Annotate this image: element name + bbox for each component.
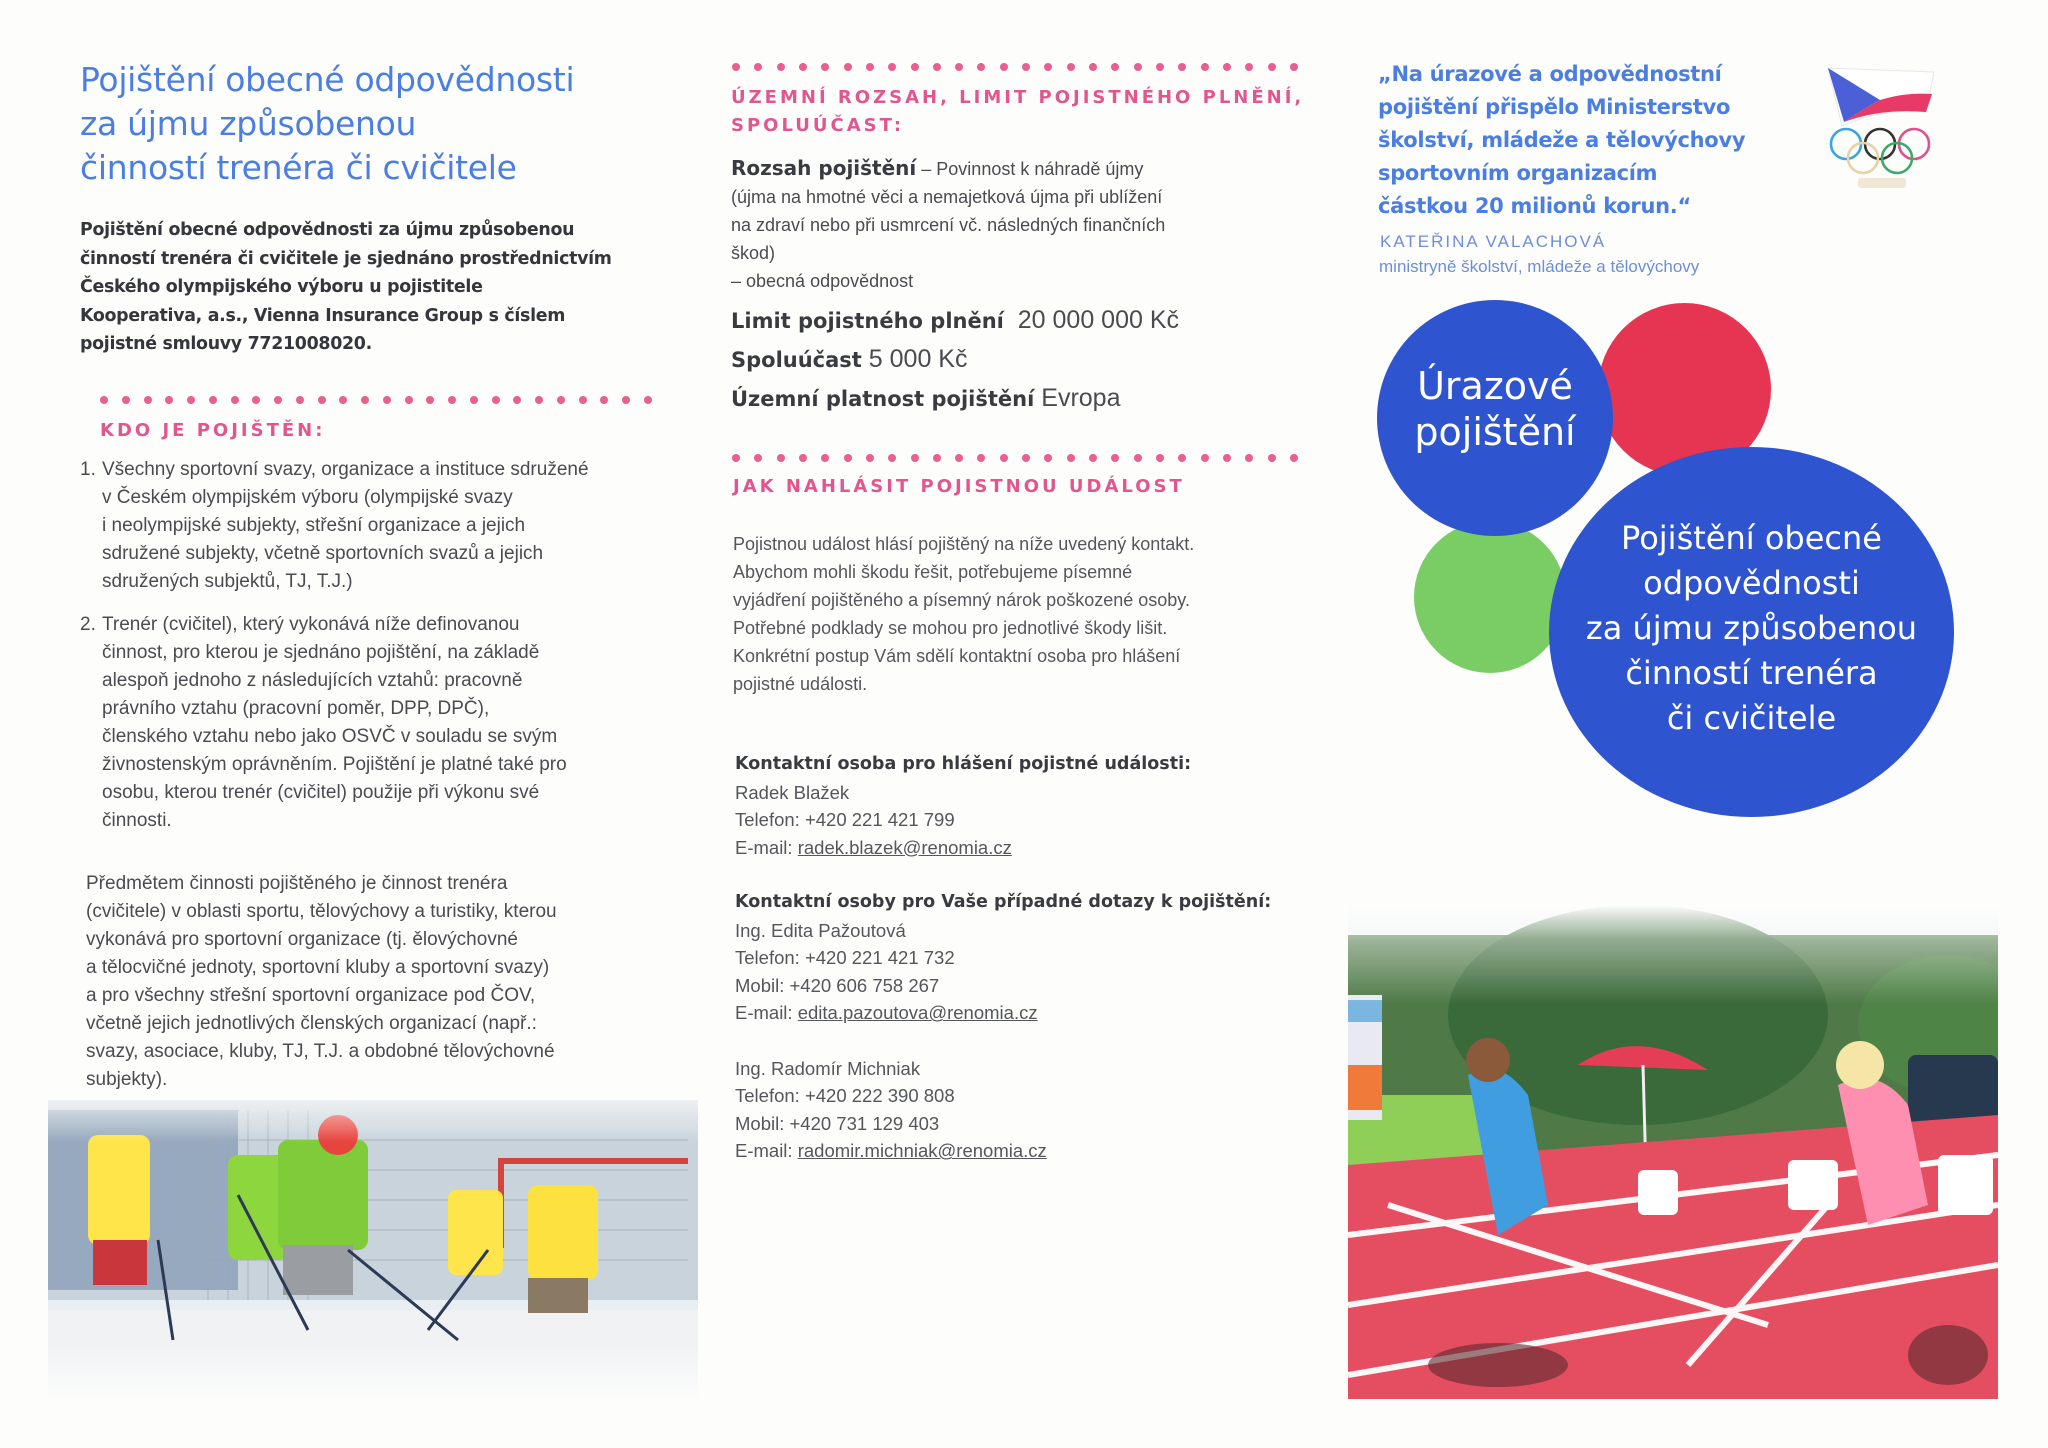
hockey-photo	[48, 1100, 698, 1400]
divider-dot	[470, 396, 478, 404]
list-line: právního vztahu (pracovní poměr, DPP, DPČ),	[102, 698, 490, 719]
circle-line: Pojištění obecné	[1621, 518, 1882, 557]
divider-dot	[1245, 454, 1253, 462]
email-link[interactable]: radomir.michniak@renomia.cz	[797, 1140, 1047, 1162]
contact-name: Ing. Radomír Michniak	[735, 1057, 921, 1079]
territory-value: Evropa	[1041, 384, 1121, 412]
contacts-block	[735, 751, 1315, 1165]
divider-dot	[799, 454, 807, 462]
divider-dot	[1022, 454, 1030, 462]
intro-line: činností trenéra či cvičitele je sjednáno prostřednictvím	[80, 248, 612, 269]
divider-dot	[977, 63, 985, 71]
divider-dot	[866, 63, 874, 71]
circle-text	[1414, 363, 1575, 455]
list-number: 1.	[80, 459, 96, 480]
title-line: Pojištění obecné odpovědnosti	[80, 60, 575, 99]
divider-dot	[933, 454, 941, 462]
report-line: Potřebné podklady se mohou pro jednotlivé škody lišit.	[733, 618, 1168, 638]
mobile-value: +420 606 758 267	[789, 974, 940, 996]
scope-line: na zdraví nebo při usmrcení vč. následných finančních	[731, 215, 1166, 235]
circle-line: pojištění	[1414, 410, 1576, 454]
list-line: v Českém olympijském výboru (olympijské svazy	[102, 487, 513, 508]
claims-contact-phone	[735, 806, 1315, 834]
intro-line: Pojištění obecné odpovědnosti za újmu způsobenou	[80, 220, 575, 240]
divider-dot	[732, 63, 740, 71]
divider-dot	[274, 396, 282, 404]
limit-label: Limit pojistného plnění	[731, 309, 1004, 333]
circle-line: za újmu způsobenou	[1585, 608, 1918, 647]
quote-author-role: ministryně školství, mládeže a tělovýchovy	[1379, 257, 1700, 276]
dotted-divider	[100, 396, 652, 404]
divider-dot	[1290, 454, 1298, 462]
divider-dot	[1201, 454, 1209, 462]
divider-dot	[1156, 63, 1164, 71]
divider-dot	[821, 63, 829, 71]
list-line: Trenér (cvičitel), který vykonává níže definovanou	[102, 614, 520, 635]
divider-dot	[1268, 454, 1276, 462]
scope-line: – obecná odpovědnost	[731, 271, 914, 291]
list-number: 2.	[80, 614, 96, 635]
divider-dot	[622, 396, 630, 404]
divider-dot	[1134, 454, 1142, 462]
divider-dot	[821, 454, 829, 462]
divider-dot	[557, 396, 565, 404]
divider-dot	[209, 396, 217, 404]
report-line: Pojistnou událost hlásí pojištěný na níže uvedený kontakt.	[733, 534, 1195, 554]
divider-dot	[1089, 63, 1097, 71]
intro-line: pojistné smlouvy 7721008020.	[80, 334, 372, 354]
list-line: i neolympijské subjekty, střešní organizace a jejich	[102, 515, 526, 536]
email-link[interactable]: edita.pazoutova@renomia.cz	[797, 1002, 1038, 1024]
report-line: pojistné události.	[733, 674, 868, 694]
divider-dot	[911, 63, 919, 71]
list-line: činnost, pro kterou je sjednáno pojištění, na základě	[102, 642, 540, 663]
phone-label: Telefon:	[735, 809, 805, 831]
main-title	[80, 58, 700, 190]
list-line: členského vztahu nebo jako OSVČ v souladu se svým	[102, 726, 558, 747]
contact-email	[735, 999, 1315, 1027]
divider-dot	[644, 396, 652, 404]
divider-dot	[600, 396, 608, 404]
report-paragraph	[733, 530, 1313, 698]
divider-dot	[1000, 63, 1008, 71]
title-line: činností trenéra či cvičitele	[80, 148, 517, 187]
divider-dot	[231, 396, 239, 404]
who-heading: KDO JE POJIŠTĚN:	[100, 420, 326, 441]
claims-contact-email	[735, 834, 1315, 862]
dotted-divider	[732, 454, 1298, 462]
intro-line: Českého olympijského výboru u pojistitele	[80, 277, 483, 297]
title-line: za újmu způsobenou	[80, 104, 417, 143]
divider-dot	[1044, 454, 1052, 462]
email-label: E-mail:	[735, 1140, 798, 1162]
divider-dot	[535, 396, 543, 404]
divider-dot	[100, 396, 108, 404]
contact-phone	[735, 944, 1315, 972]
quote-line: částkou 20 milionů korun.“	[1378, 194, 1691, 218]
contact-phone	[735, 1082, 1315, 1110]
subject-line: a tělocvičné jednoty, sportovní kluby a sportovní svazy)	[86, 957, 550, 978]
divider-dot	[339, 396, 347, 404]
divider-dot	[165, 396, 173, 404]
divider-dot	[955, 63, 963, 71]
mobile-value: +420 731 129 403	[789, 1112, 940, 1134]
circle-line: odpovědnosti	[1643, 563, 1860, 602]
circle-text	[1586, 516, 1917, 741]
heading-line: ÚZEMNÍ ROZSAH, LIMIT POJISTNÉHO PLNĚNÍ,	[731, 87, 1305, 108]
liability-insurance-circle	[1549, 447, 1954, 817]
divider-dot	[1134, 63, 1142, 71]
subject-line: (cvičitele) v oblasti sportu, tělovýchovy a turistiky, kterou	[86, 901, 557, 922]
divider-dot	[1178, 454, 1186, 462]
who-list	[80, 456, 680, 850]
claims-contact-name: Radek Blažek	[735, 781, 850, 803]
phone-value: +420 222 390 808	[804, 1085, 955, 1107]
list-line: sdružené subjekty, včetně sportovních svazů a jejich	[102, 543, 544, 564]
limit-value: 20 000 000 Kč	[1017, 306, 1180, 334]
contact-name: Ing. Edita Pažoutová	[735, 919, 906, 941]
divider-dot	[144, 396, 152, 404]
subject-line: a pro všechny střešní sportovní organizace pod ČOV,	[86, 985, 536, 1006]
divider-dot	[579, 396, 587, 404]
divider-dot	[187, 396, 195, 404]
report-line: Konkrétní postup Vám sdělí kontaktní osoba pro hlášení	[733, 646, 1181, 666]
subject-paragraph	[86, 870, 686, 1094]
scope-heading	[731, 84, 1311, 140]
quote-line: sportovním organizacím	[1378, 161, 1658, 185]
email-label: E-mail:	[735, 1002, 798, 1024]
report-heading: JAK NAHLÁSIT POJISTNOU UDÁLOST	[733, 476, 1185, 497]
divider-dot	[754, 63, 762, 71]
divider-dot	[513, 396, 521, 404]
divider-dot	[1156, 454, 1164, 462]
list-line: Všechny sportovní svazy, organizace a instituce sdružené	[102, 459, 589, 480]
list-line: živnostenským oprávněním. Pojištění je platné také pro	[102, 754, 567, 775]
circle-line: činností trenéra	[1625, 653, 1878, 692]
list-line: sdružených subjektů, TJ, T.J.)	[102, 571, 353, 592]
czech-olympic-committee-logo-icon	[1822, 64, 1942, 194]
divider-dot	[844, 454, 852, 462]
intro-line: Kooperativa, a.s., Vienna Insurance Group s číslem	[80, 305, 566, 326]
divider-dot	[977, 454, 985, 462]
divider-dot	[122, 396, 130, 404]
divider-dot	[1000, 454, 1008, 462]
divider-dot	[361, 396, 369, 404]
quote-author: KATEŘINA VALACHOVÁ	[1380, 232, 1607, 251]
divider-dot	[866, 454, 874, 462]
dotted-divider	[732, 63, 1298, 71]
divider-dot	[1290, 63, 1298, 71]
divider-dot	[1201, 63, 1209, 71]
subject-line: subjekty).	[86, 1069, 168, 1090]
divider-dot	[1044, 63, 1052, 71]
divider-dot	[777, 454, 785, 462]
intro-paragraph	[80, 216, 680, 359]
divider-dot	[296, 396, 304, 404]
divider-dot	[1245, 63, 1253, 71]
decorative-green-circle	[1414, 521, 1566, 673]
divider-dot	[844, 63, 852, 71]
territory-label: Územní platnost pojištění	[731, 387, 1035, 411]
scope-line: (újma na hmotné věci a nemajetková újma při ublížení	[731, 187, 1163, 207]
phone-label: Telefon:	[735, 947, 805, 969]
deductible-value: 5 000 Kč	[868, 345, 968, 373]
divider-dot	[1223, 63, 1231, 71]
divider-dot	[1268, 63, 1276, 71]
phone-label: Telefon:	[735, 1085, 805, 1107]
contact-email	[735, 1137, 1315, 1165]
scope-label: Rozsah pojištění	[731, 156, 917, 180]
divider-dot	[799, 63, 807, 71]
divider-dot	[888, 454, 896, 462]
divider-dot	[252, 396, 260, 404]
divider-dot	[1111, 63, 1119, 71]
divider-dot	[1178, 63, 1186, 71]
list-line: osobu, kterou trenér (cvičitel) použije při výkonu své	[102, 782, 540, 803]
contact-mobile	[735, 1110, 1315, 1138]
limit-line	[731, 304, 1331, 337]
list-line: činnosti.	[102, 810, 172, 831]
divider-dot	[1067, 63, 1075, 71]
subject-line: Předmětem činnosti pojištěného je činnost trenéra	[86, 873, 508, 894]
phone-value: +420 221 421 799	[804, 809, 955, 831]
divider-dot	[1022, 63, 1030, 71]
divider-dot	[911, 454, 919, 462]
divider-dot	[1067, 454, 1075, 462]
list-item	[80, 611, 680, 835]
mobile-label: Mobil:	[735, 1112, 790, 1134]
list-item	[80, 456, 680, 596]
divider-dot	[1111, 454, 1119, 462]
subject-line: včetně jejich jednotlivých členských organizací (např.:	[86, 1013, 537, 1034]
divider-dot	[448, 396, 456, 404]
divider-dot	[492, 396, 500, 404]
quote-line: pojištění přispělo Ministerstvo	[1378, 95, 1731, 119]
phone-value: +420 221 421 732	[804, 947, 955, 969]
email-label: E-mail:	[735, 836, 798, 858]
report-line: vyjádření pojištěného a písemný nárok poškozené osoby.	[733, 590, 1190, 610]
divider-dot	[777, 63, 785, 71]
subject-line: svazy, asociace, kluby, TJ, T.J. a obdobné tělovýchovné	[86, 1041, 555, 1062]
divider-dot	[383, 396, 391, 404]
divider-dot	[426, 396, 434, 404]
subject-line: vykonává pro sportovní organizace (tj. ělovýchovné	[86, 929, 518, 950]
heading-line: SPOLUÚČAST:	[731, 115, 905, 136]
divider-dot	[955, 454, 963, 462]
circle-line: Úrazové	[1417, 364, 1573, 408]
divider-dot	[318, 396, 326, 404]
minister-quote	[1378, 58, 1798, 223]
contact-mobile	[735, 972, 1315, 1000]
divider-dot	[405, 396, 413, 404]
claims-contact-title: Kontaktní osoba pro hlášení pojistné události:	[735, 754, 1192, 774]
divider-dot	[1223, 454, 1231, 462]
accident-insurance-circle	[1377, 300, 1613, 536]
circle-line: či cvičitele	[1666, 698, 1837, 737]
deductible-line	[731, 343, 1331, 376]
divider-dot	[1089, 454, 1097, 462]
list-line: alespoň jednoho z následujících vztahů: pracovně	[102, 670, 523, 691]
territory-line	[731, 382, 1331, 415]
divider-dot	[732, 454, 740, 462]
mobile-label: Mobil:	[735, 974, 790, 996]
divider-dot	[888, 63, 896, 71]
divider-dot	[754, 454, 762, 462]
quote-line: „Na úrazové a odpovědnostní	[1378, 62, 1722, 86]
scope-paragraph	[731, 154, 1311, 295]
deductible-label: Spoluúčast	[731, 348, 862, 372]
scope-first-text: – Povinnost k náhradě újmy	[916, 159, 1144, 179]
email-link[interactable]: radek.blazek@renomia.cz	[797, 836, 1012, 858]
quote-line: školství, mládeže a tělovýchovy	[1378, 128, 1746, 152]
divider-dot	[933, 63, 941, 71]
running-track-photo	[1348, 905, 1998, 1399]
report-line: Abychom mohli škodu řešit, potřebujeme písemné	[733, 562, 1133, 582]
scope-line: škod)	[731, 243, 776, 263]
questions-contact-title: Kontaktní osoby pro Vaše případné dotazy k pojištění:	[735, 891, 1272, 912]
